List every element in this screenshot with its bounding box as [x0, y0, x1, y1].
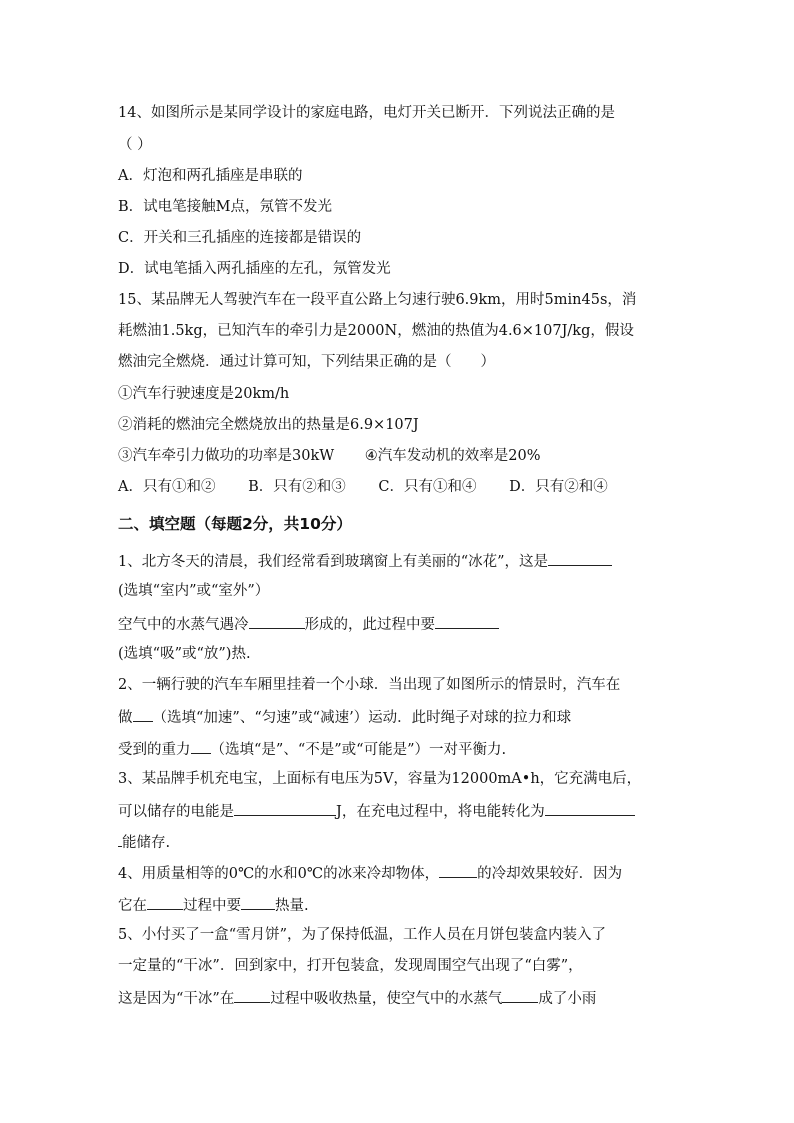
answer-blank	[147, 894, 183, 910]
f4-text-1b: 的冷却效果较好．因为	[477, 866, 623, 882]
f2-text-2a: 做	[118, 710, 133, 726]
answer-blank	[545, 800, 635, 816]
f1-line-4: (选填“吸”或“放”)热.	[118, 646, 251, 662]
f1-line-2: (选填“室内”或“室外”）	[118, 583, 270, 599]
answer-blank	[502, 987, 538, 1003]
answer-blank	[133, 706, 153, 722]
q15-option-d: D．只有②和④	[509, 479, 608, 495]
q15-line-1: 15、某品牌无人驾驶汽车在一段平直公路上匀速行驶6.9km，用时5min45s，消	[118, 292, 637, 308]
f4-line-2	[118, 894, 309, 916]
f2-text-2b: （选填“加速”、“匀速”或“减速’）运动．此时绳子对球的拉力和球	[152, 710, 572, 726]
f5-line-2: 一定量的“干冰”．回到家中，打开包装盒，发现周围空气出现了“白雾”，	[118, 958, 583, 974]
f2-text-3b: （选填“是”、“不是”或“可能是”）一对平衡力.	[210, 742, 507, 758]
answer-blank	[439, 862, 477, 878]
q15-line-3: 燃油完全燃烧．通过计算可知，下列结果正确的是（ ）	[118, 354, 495, 370]
f3-text-3: 能储存.	[122, 835, 171, 851]
q15-statement-3	[118, 446, 540, 466]
answer-blank	[241, 894, 275, 910]
f1-text-3: 空气中的水蒸气遇冷	[118, 617, 249, 633]
f2-text-3a: 受到的重力	[118, 742, 191, 758]
q15-line-2: 耗燃油1.5kg，已知汽车的牵引力是2000N，燃油的热值为4.6×107J/kg，假设	[118, 323, 634, 339]
answer-blank	[548, 550, 612, 566]
f4-text-2b: 过程中要	[183, 898, 241, 914]
q15-statement-4-text: ④汽车发动机的效率是20%	[364, 448, 541, 464]
f2-line-3	[118, 738, 506, 760]
answer-blank	[249, 613, 305, 629]
f1-text-1: 1、北方冬天的清晨，我们经常看到玻璃窗上有美丽的“冰花”，这是	[118, 554, 549, 570]
answer-blank	[234, 800, 336, 816]
q15-option-a: A．只有①和②	[118, 479, 216, 495]
f5-text-3a: 这是因为“干冰”在	[118, 991, 235, 1007]
f1-line-3	[118, 613, 499, 635]
f3-text-2a: 可以储存的电能是	[118, 804, 234, 820]
section-title: 二、填空题（每题2分，共10分）	[118, 515, 352, 533]
f4-text-1a: 4、用质量相等的0℃的水和0℃的冰来冷却物体，	[118, 866, 440, 882]
f4-text-2c: 热量.	[275, 898, 309, 914]
f3-line-3	[118, 831, 170, 853]
q15-option-b: B．只有②和③	[248, 479, 346, 495]
f1-text-4: 形成的，此过程中要	[304, 617, 435, 633]
q15-statement-2: ②消耗的燃油完全燃烧放出的热量是6.9×107J	[118, 417, 419, 433]
q14-option-a: A．灯泡和两孔插座是串联的	[118, 168, 303, 184]
f3-line-2	[118, 800, 635, 822]
q15-statement-1: ①汽车行驶速度是20km/h	[118, 386, 290, 402]
q14-stem: 14、如图所示是某同学设计的家庭电路，电灯开关已断开．下列说法正确的是	[118, 105, 615, 121]
f2-line-1: 2、一辆行驶的汽车车厢里挂着一个小球．当出现了如图所示的情景时，汽车在	[118, 677, 621, 693]
f4-line-1	[118, 862, 622, 884]
q14-option-c: C．开关和三孔插座的连接都是错误的	[118, 230, 362, 246]
f5-text-3b: 过程中吸收热量，使空气中的水蒸气	[270, 991, 503, 1007]
f1-line-1	[118, 550, 612, 572]
q15-option-c: C．只有①和④	[378, 479, 477, 495]
f5-text-3c: 成了小雨	[538, 991, 597, 1007]
q14-option-b: B．试电笔接触M点，氖管不发光	[118, 199, 333, 215]
f4-text-2a: 它在	[118, 898, 147, 914]
answer-blank	[191, 738, 211, 754]
q15-options	[118, 477, 608, 497]
f3-line-1: 3、某品牌手机充电宝，上面标有电压为5V，容量为12000mA•h，它充满电后，	[118, 771, 642, 787]
f5-line-3	[118, 987, 596, 1009]
q14-bracket: （ ）	[118, 137, 152, 153]
f5-line-1: 5、小付买了一盒“雪月饼”，为了保持低温，工作人员在月饼包装盒内装入了	[118, 927, 607, 943]
f3-text-2b: J，在充电过程中，将电能转化为	[336, 804, 545, 820]
answer-blank	[435, 613, 499, 629]
q14-option-d: D．试电笔插入两孔插座的左孔，氖管发光	[118, 261, 391, 277]
answer-blank	[234, 987, 270, 1003]
f2-line-2	[118, 706, 571, 728]
q15-statement-3-text: ③汽车牵引力做功的功率是30kW	[118, 448, 335, 464]
